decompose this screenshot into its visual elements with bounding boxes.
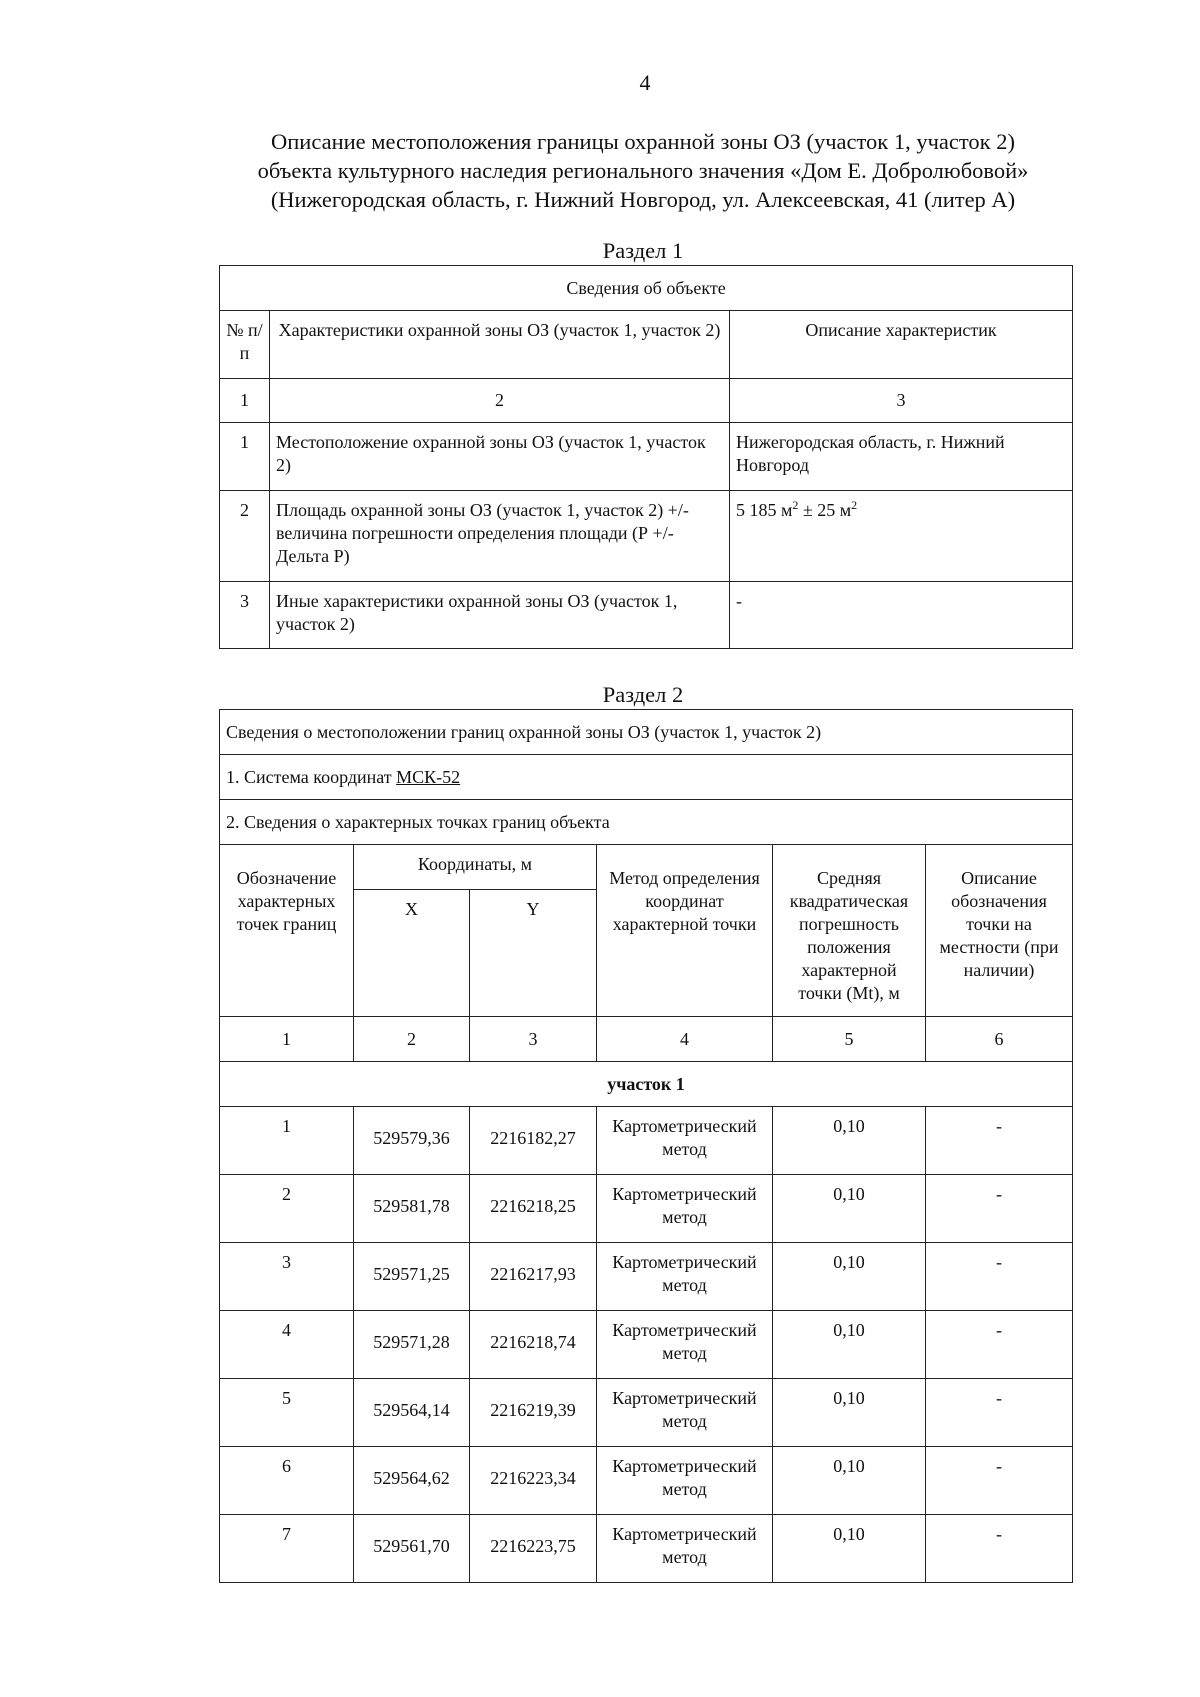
point-x: 529564,14: [354, 1379, 470, 1447]
table-row: [220, 1311, 1073, 1379]
row-name: Иные характеристики охранной зоны ОЗ (участок 1, участок 2): [270, 582, 730, 649]
header-number: № п/п: [220, 311, 270, 379]
col-number-4: 4: [597, 1017, 773, 1062]
row-name: Площадь охранной зоны ОЗ (участок 1, участок 2) +/- величина погрешности определения площади (Р +/- Дельта Р): [270, 491, 730, 582]
point-x: 529571,25: [354, 1243, 470, 1311]
header-point-description: Описание обозначения точки на местности (при наличии): [926, 845, 1073, 1017]
col-number-6: 6: [926, 1017, 1073, 1062]
object-info-caption: Сведения об объекте: [220, 266, 1073, 311]
point-id: 5: [220, 1379, 354, 1447]
point-y: 2216223,75: [470, 1515, 597, 1583]
table-row: [220, 1379, 1073, 1447]
col-number-5: 5: [773, 1017, 926, 1062]
point-method: Картометрический метод: [597, 1515, 773, 1583]
table-row: [220, 1175, 1073, 1243]
section-1-heading: Раздел 1: [602, 238, 684, 263]
table-row: [220, 582, 1073, 649]
col-number-1: 1: [220, 1017, 354, 1062]
object-info-table: [219, 265, 1073, 649]
point-y: 2216223,34: [470, 1447, 597, 1515]
point-y: 2216218,25: [470, 1175, 597, 1243]
header-x: X: [354, 890, 470, 1017]
col-number-1: 1: [220, 379, 270, 423]
col-number-2: 2: [354, 1017, 470, 1062]
error-unit-sup: 2: [851, 498, 858, 512]
header-y: Y: [470, 890, 597, 1017]
part-label: участок 1: [220, 1062, 1073, 1107]
col-number-3: 3: [470, 1017, 597, 1062]
point-y: 2216218,74: [470, 1311, 597, 1379]
point-error: 0,10: [773, 1311, 926, 1379]
point-error: 0,10: [773, 1243, 926, 1311]
point-x: 529571,28: [354, 1311, 470, 1379]
row-value: Нижегородская область, г. Нижний Новгород: [730, 423, 1073, 491]
point-y: 2216219,39: [470, 1379, 597, 1447]
point-description: -: [926, 1175, 1073, 1243]
point-method: Картометрический метод: [597, 1379, 773, 1447]
table-row: [220, 1515, 1073, 1583]
row-value: -: [730, 582, 1073, 649]
header-error: Средняя квадратическая погрешность положения характерной точки (Mt), м: [773, 845, 926, 1017]
title-line-1: Описание местоположения границы охранной зоны ОЗ (участок 1, участок 2): [271, 129, 1015, 154]
point-id: 2: [220, 1175, 354, 1243]
header-description: Описание характеристик: [730, 311, 1073, 379]
header-method: Метод определения координат характерной точки: [597, 845, 773, 1017]
header-characteristics: Характеристики охранной зоны ОЗ (участок 1, участок 2): [270, 311, 730, 379]
points-caption: 2. Сведения о характерных точках границ объекта: [220, 800, 1073, 845]
point-id: 1: [220, 1107, 354, 1175]
point-id: 7: [220, 1515, 354, 1583]
point-x: 529581,78: [354, 1175, 470, 1243]
page-number: 4: [639, 70, 651, 95]
area-value: 5 185 м: [736, 500, 793, 520]
point-method: Картометрический метод: [597, 1175, 773, 1243]
point-description: -: [926, 1515, 1073, 1583]
point-method: Картометрический метод: [597, 1107, 773, 1175]
table-row: [220, 1243, 1073, 1311]
title-line-3: (Нижегородская область, г. Нижний Новгород, ул. Алексеевская, 41 (литер А): [270, 187, 1016, 212]
table-row: [220, 1447, 1073, 1515]
point-id: 3: [220, 1243, 354, 1311]
row-name: Местоположение охранной зоны ОЗ (участок 1, участок 2): [270, 423, 730, 491]
point-error: 0,10: [773, 1447, 926, 1515]
boundary-caption: Сведения о местоположении границ охранной зоны ОЗ (участок 1, участок 2): [220, 710, 1073, 755]
boundary-points-table: [219, 709, 1073, 1583]
point-description: -: [926, 1447, 1073, 1515]
point-method: Картометрический метод: [597, 1243, 773, 1311]
point-y: 2216217,93: [470, 1243, 597, 1311]
row-number: 3: [220, 582, 270, 649]
row-value: [730, 491, 1073, 582]
table-row: [220, 1107, 1073, 1175]
point-id: 6: [220, 1447, 354, 1515]
point-description: -: [926, 1107, 1073, 1175]
point-x: 529564,62: [354, 1447, 470, 1515]
header-designation: Обозначение характерных точек границ: [220, 845, 354, 1017]
point-x: 529579,36: [354, 1107, 470, 1175]
point-error: 0,10: [773, 1175, 926, 1243]
point-error: 0,10: [773, 1379, 926, 1447]
table-row: [220, 423, 1073, 491]
point-description: -: [926, 1243, 1073, 1311]
header-coordinates: Координаты, м: [354, 845, 597, 890]
point-x: 529561,70: [354, 1515, 470, 1583]
col-number-3: 3: [730, 379, 1073, 423]
point-method: Картометрический метод: [597, 1311, 773, 1379]
area-unit-sup: 2: [792, 498, 799, 512]
row-number: 1: [220, 423, 270, 491]
col-number-2: 2: [270, 379, 730, 423]
coordinate-system: [220, 755, 1073, 800]
table-row: [220, 491, 1073, 582]
coordinate-system-label: 1. Система координат: [226, 766, 397, 787]
point-y: 2216182,27: [470, 1107, 597, 1175]
title-line-2: объекта культурного наследия регионального значения «Дом Е. Добролюбовой»: [257, 158, 1029, 183]
point-id: 4: [220, 1311, 354, 1379]
area-error: ± 25 м: [798, 500, 852, 520]
section-2-heading: Раздел 2: [602, 682, 684, 707]
coordinate-system-value: МСК-52: [396, 766, 461, 787]
row-number: 2: [220, 491, 270, 582]
point-description: -: [926, 1379, 1073, 1447]
point-description: -: [926, 1311, 1073, 1379]
point-error: 0,10: [773, 1107, 926, 1175]
point-error: 0,10: [773, 1515, 926, 1583]
point-method: Картометрический метод: [597, 1447, 773, 1515]
document-title: [200, 127, 1086, 214]
